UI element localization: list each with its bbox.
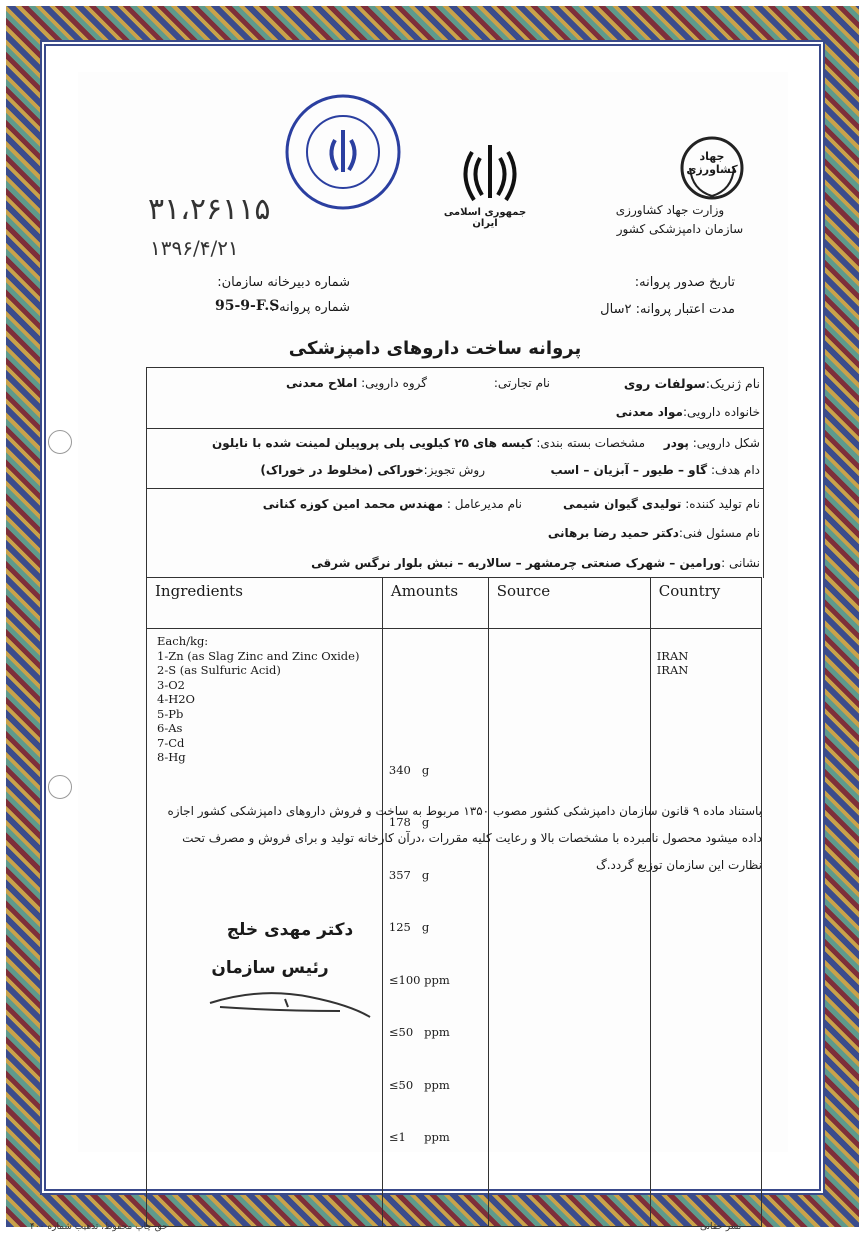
drug-form-label: شکل دارویی:	[692, 436, 760, 450]
legal-line: نظارت این سازمان توزیع گردد.گ	[595, 858, 762, 872]
drug-family-row	[616, 405, 760, 419]
producer-value: تولیدی گیوان شیمی	[563, 497, 682, 511]
header-ingredients: Ingredients	[147, 578, 383, 629]
drug-group-row	[286, 376, 427, 390]
amount-line: 357 g	[388, 867, 430, 882]
target-animal-value: گاو – طیور – آبزیان – اسب	[550, 463, 708, 477]
legal-line: داده میشود محصول نامبرده با مشخصات بالا و رعایت کلیه مقررات ،درآن کارخانه تولید و برای فروش و مصرف تحت	[182, 831, 762, 845]
footer-publisher: نشر حقانی	[700, 1222, 742, 1232]
amount-line: 178 g	[388, 815, 430, 829]
ministry-name: وزارت جهاد کشاورزی	[615, 203, 725, 217]
drug-group-value: املاح معدنی	[286, 376, 358, 390]
ingredients-table	[146, 577, 762, 1227]
signatory-title: رئیس سازمان	[211, 958, 329, 978]
amount-line: ≤50 ppm	[388, 1025, 450, 1039]
drug-form-value: پودر	[663, 436, 689, 450]
official-stamp	[283, 92, 403, 212]
ingredient-line: 6-As	[157, 721, 183, 735]
ceo-value: مهندس محمد امین کوزه کنانی	[262, 497, 444, 511]
country-line: IRAN	[656, 663, 689, 677]
legal-line: باستناد ماده ۹ قانون سازمان دامپزشکی کشور مصوب ۱۳۵۰ مربوط به ساخت و فروش داروهای دامپزشکی کشور اجازه	[167, 804, 762, 818]
ministry-logo	[672, 128, 752, 208]
emblem-caption: جمهوری اسلامی ایران	[443, 207, 527, 229]
validity-label: مدت اعتبار پروانه: ۲سال	[600, 302, 735, 317]
ministry-logo-text: جهاد کشاورزی	[686, 150, 738, 176]
producer-row	[563, 497, 760, 511]
generic-name-value: سولفات روی	[623, 376, 706, 391]
producer-label: نام تولید کننده:	[685, 497, 760, 511]
issue-date-label: تاریخ صدور پروانه:	[634, 275, 735, 290]
ingredient-line: 5-Pb	[157, 706, 184, 721]
header-country: Country	[650, 578, 761, 629]
handwritten-signature	[200, 985, 390, 1025]
generic-name-label: نام ژنریک:	[705, 376, 760, 391]
drug-family-label: خانواده دارویی:	[682, 405, 760, 419]
country-cell	[650, 629, 761, 1227]
route-row	[260, 463, 485, 477]
signatory-name: دکتر مهدی خلج	[226, 920, 354, 940]
target-animal-label: دام هدف:	[710, 463, 760, 477]
amount-line: ≤100 ppm	[388, 972, 450, 987]
address-value: ورامین – شهرک صنعتی چرمشهر – سالاریه – نبش بلوار نرگس شرقی	[311, 556, 722, 570]
packaging-value: کیسه های ۲۵ کیلویی پلی پروپیلن لمینت شده با نایلون	[211, 436, 533, 450]
ingredient-line: 7-Cd	[157, 735, 185, 750]
tech-manager-label: نام مسئول فنی:	[678, 526, 760, 540]
address-label: نشانی :	[721, 556, 760, 570]
country-line: IRAN	[656, 648, 689, 663]
route-value: خوراکی (مخلوط در خوراک)	[260, 463, 424, 477]
ingredient-line: 8-Hg	[157, 750, 186, 764]
legal-paragraph	[150, 798, 762, 879]
ingredient-line: Each/kg:	[157, 634, 209, 648]
org-name: سازمان دامپزشکی کشور	[616, 222, 744, 236]
tech-manager-value: دکتر حمید رضا برهانی	[547, 526, 679, 540]
punch-hole-bottom	[48, 775, 72, 799]
header-source: Source	[488, 578, 650, 629]
amount-line: 340 g	[388, 762, 430, 777]
footer-copyright: حق چاپ محفوظ، تذهیب شماره ۴۰۰	[30, 1222, 168, 1232]
amount-line: ≤50 ppm	[388, 1077, 450, 1092]
country-line	[657, 634, 755, 649]
generic-name-row	[624, 376, 760, 391]
amount-line: ≤1 ppm	[388, 1130, 450, 1144]
trade-name-label: نام تجارتی:	[493, 376, 550, 390]
punch-hole-top	[48, 430, 72, 454]
license-number-label: شماره پروانه :	[270, 300, 350, 315]
tech-manager-row	[548, 526, 760, 540]
target-animal-row	[551, 463, 760, 477]
packaging-row	[212, 436, 645, 450]
header-amounts: Amounts	[382, 578, 488, 629]
amounts-cell	[382, 629, 488, 1227]
packaging-label: مشخصات بسته بندی:	[536, 436, 645, 450]
drug-group-label: گروه دارویی:	[361, 376, 427, 390]
iran-emblem-icon	[450, 140, 530, 205]
handwritten-number: ۳۱،۲۶۱۱۵	[148, 192, 271, 227]
ceo-row	[263, 497, 522, 511]
amount-line	[389, 710, 482, 725]
amount-line: 125 g	[388, 920, 430, 934]
source-cell	[488, 629, 650, 1227]
drug-form-row	[664, 436, 760, 450]
ceo-label: نام مدیرعامل :	[446, 497, 522, 511]
handwritten-date: ۱۳۹۶/۴/۲۱	[150, 236, 239, 260]
page-title: پروانه ساخت داروهای دامپزشکی	[288, 338, 582, 359]
table-header-row	[147, 578, 762, 629]
ingredient-line: 4-H2O	[157, 692, 195, 706]
license-number-value: 95-9-F.S	[215, 298, 280, 314]
ingredient-line: 3-O2	[157, 677, 185, 692]
route-label: روش تجویز:	[423, 463, 485, 477]
address-row	[311, 556, 760, 570]
ingredient-line: 1-Zn (as Slag Zinc and Zinc Oxide)	[157, 648, 360, 663]
secretariat-label: شماره دبیرخانه سازمان:	[217, 275, 350, 290]
drug-family-value: مواد معدنی	[615, 405, 683, 419]
ingredient-line: 2-S (as Sulfuric Acid)	[157, 663, 281, 677]
